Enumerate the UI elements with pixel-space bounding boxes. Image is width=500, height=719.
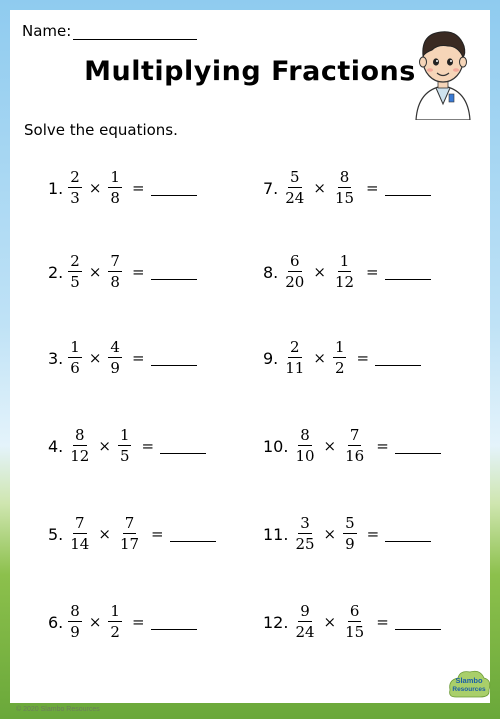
- answer-blank[interactable]: [375, 351, 421, 366]
- numerator: 9: [300, 602, 310, 620]
- logo-line1: Slambo: [455, 676, 483, 685]
- numerator: 2: [290, 338, 300, 356]
- fraction: [68, 254, 82, 290]
- answer-blank[interactable]: [385, 527, 431, 542]
- problem-1: [48, 170, 197, 206]
- numerator: 1: [70, 338, 80, 356]
- answer-blank[interactable]: [170, 527, 216, 542]
- multiply-sign: ×: [88, 179, 102, 197]
- numerator: 1: [334, 338, 345, 356]
- multiply-sign: ×: [323, 613, 337, 631]
- numerator: 1: [110, 602, 120, 620]
- fraction: [293, 604, 316, 640]
- multiply-sign: ×: [323, 525, 337, 543]
- problem-number: 4.: [48, 436, 64, 456]
- problem-2: [48, 254, 197, 290]
- fraction: [108, 170, 122, 206]
- worksheet-page: [10, 10, 490, 703]
- equals-sign: =: [366, 263, 379, 281]
- numerator: 1: [110, 168, 120, 186]
- problem-number: 6.: [48, 612, 64, 632]
- problem-number: 8.: [263, 262, 279, 282]
- problem-number: 2.: [48, 262, 64, 282]
- denominator: 15: [345, 623, 365, 641]
- denominator: 12: [70, 447, 90, 465]
- denominator: 14: [70, 535, 90, 553]
- denominator: 9: [110, 359, 120, 377]
- page-title: Multiplying Fractions: [84, 56, 416, 87]
- denominator: 20: [285, 273, 305, 291]
- denominator: 24: [295, 623, 315, 641]
- multiply-sign: ×: [88, 263, 102, 281]
- numerator: 5: [345, 514, 355, 532]
- fraction: [68, 428, 91, 464]
- fraction: [343, 516, 357, 552]
- copyright-text: © 2020 Slambo Resources: [16, 706, 100, 713]
- name-blank-line[interactable]: [73, 23, 197, 40]
- fraction: [108, 340, 122, 376]
- fraction: [108, 254, 122, 290]
- problem-9: [263, 340, 421, 376]
- answer-blank[interactable]: [385, 265, 431, 280]
- fraction: [118, 428, 132, 464]
- fraction: [283, 170, 306, 206]
- answer-blank[interactable]: [160, 439, 206, 454]
- multiply-sign: ×: [98, 437, 111, 455]
- denominator: 2: [110, 623, 120, 641]
- problem-number: 7.: [263, 178, 279, 198]
- numerator: 2: [70, 252, 80, 270]
- problem-7: [263, 170, 431, 206]
- denominator: 8: [110, 189, 120, 207]
- equals-sign: =: [366, 179, 379, 197]
- problem-10: [263, 428, 441, 464]
- fraction: [118, 516, 141, 552]
- problem-number: 11.: [263, 524, 289, 544]
- numerator: 2: [70, 168, 80, 186]
- problem-number: 3.: [48, 348, 64, 368]
- problem-3: [48, 340, 197, 376]
- numerator: 7: [75, 514, 85, 532]
- fraction: [68, 340, 82, 376]
- slambo-logo-icon: [446, 666, 492, 700]
- answer-blank[interactable]: [395, 439, 441, 454]
- numerator: 7: [110, 252, 120, 270]
- denominator: 12: [334, 273, 355, 291]
- fraction: [333, 340, 347, 376]
- problem-number: 10.: [263, 436, 289, 456]
- denominator: 16: [345, 447, 365, 465]
- problem-11: [263, 516, 431, 552]
- fraction: [283, 254, 306, 290]
- equals-sign: =: [151, 525, 164, 543]
- numerator: 8: [75, 426, 85, 444]
- equals-sign: =: [356, 349, 370, 367]
- scientist-avatar-icon: [408, 24, 478, 120]
- problem-5: [48, 516, 216, 552]
- denominator: 5: [119, 447, 130, 465]
- denominator: 9: [345, 535, 355, 553]
- multiply-sign: ×: [323, 437, 337, 455]
- numerator: 8: [70, 602, 80, 620]
- equals-sign: =: [376, 437, 389, 455]
- problem-number: 9.: [263, 348, 279, 368]
- fraction: [68, 604, 82, 640]
- numerator: 4: [110, 338, 120, 356]
- multiply-sign: ×: [88, 349, 102, 367]
- denominator: 25: [295, 535, 315, 553]
- denominator: 17: [119, 535, 140, 553]
- answer-blank[interactable]: [151, 181, 197, 196]
- instructions-text: Solve the equations.: [24, 121, 178, 139]
- denominator: 5: [70, 273, 80, 291]
- numerator: 8: [339, 168, 350, 186]
- answer-blank[interactable]: [151, 265, 197, 280]
- denominator: 9: [70, 623, 80, 641]
- multiply-sign: ×: [313, 179, 326, 197]
- numerator: 1: [339, 252, 350, 270]
- numerator: 7: [349, 426, 360, 444]
- problem-number: 1.: [48, 178, 64, 198]
- problem-8: [263, 254, 431, 290]
- equals-sign: =: [131, 613, 145, 631]
- denominator: 10: [295, 447, 315, 465]
- problem-6: [48, 604, 197, 640]
- problem-12: [263, 604, 441, 640]
- equals-sign: =: [376, 613, 389, 631]
- denominator: 6: [70, 359, 80, 377]
- fraction: [333, 254, 356, 290]
- numerator: 7: [124, 514, 135, 532]
- denominator: 24: [285, 189, 305, 207]
- numerator: 6: [349, 602, 360, 620]
- answer-blank[interactable]: [395, 615, 441, 630]
- fraction: [293, 428, 316, 464]
- logo-line2: Resources: [452, 686, 486, 693]
- answer-blank[interactable]: [151, 351, 197, 366]
- multiply-sign: ×: [313, 349, 326, 367]
- numerator: 3: [300, 514, 310, 532]
- equals-sign: =: [366, 525, 380, 543]
- numerator: 8: [300, 426, 310, 444]
- fraction: [283, 340, 306, 376]
- multiply-sign: ×: [98, 525, 111, 543]
- problem-4: [48, 428, 206, 464]
- fraction: [333, 170, 356, 206]
- problem-number: 12.: [263, 612, 289, 632]
- fraction: [343, 604, 366, 640]
- multiply-sign: ×: [88, 613, 102, 631]
- equals-sign: =: [131, 263, 145, 281]
- numerator: 5: [290, 168, 300, 186]
- equals-sign: =: [131, 349, 145, 367]
- answer-blank[interactable]: [151, 615, 197, 630]
- equals-sign: =: [141, 437, 155, 455]
- numerator: 6: [290, 252, 300, 270]
- fraction: [293, 516, 316, 552]
- denominator: 11: [285, 359, 305, 377]
- equals-sign: =: [131, 179, 145, 197]
- numerator: 1: [119, 426, 130, 444]
- fraction: [68, 170, 82, 206]
- fraction: [68, 516, 91, 552]
- name-field: [22, 22, 197, 40]
- fraction: [343, 428, 366, 464]
- denominator: 15: [334, 189, 355, 207]
- denominator: 2: [334, 359, 345, 377]
- problem-number: 5.: [48, 524, 64, 544]
- multiply-sign: ×: [313, 263, 326, 281]
- denominator: 3: [70, 189, 80, 207]
- fraction: [108, 604, 122, 640]
- name-label: Name:: [22, 22, 72, 40]
- denominator: 8: [110, 273, 120, 291]
- answer-blank[interactable]: [385, 181, 431, 196]
